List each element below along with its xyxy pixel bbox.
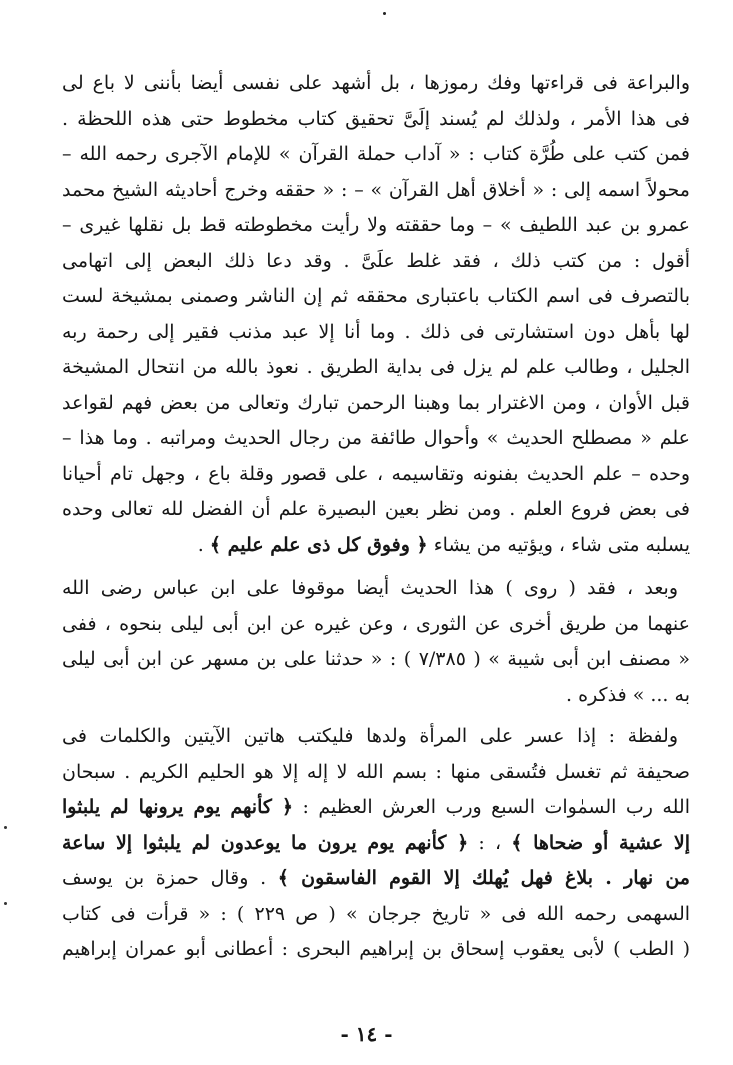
text-line: علم « مصطلح الحديث » وأحوال طائفة من رجال الحديث ومراتبه . وما هذا – [62, 427, 690, 449]
text-line: « مصنف ابن أبى شيبة » ( ٧/٣٨٥ ) : « حدثنا على بن مسهر عن ابن أبى ليلى [62, 648, 690, 670]
text-run: يسلبه متى شاء ، ويؤتيه من يشاء [427, 533, 690, 556]
text-line: فمن كتب على طُرَّة كتاب : « آداب حملة القرآن » للإمام الآجرى رحمه الله – [62, 143, 690, 165]
quran-verse: من نهار . بلاغ فهل يُهلك إلا القوم الفاسقون ﴾ [277, 867, 690, 889]
text-line: وحده – علم الحديث بفنونه وتقاسيمه ، على قصور وقلة باع ، وجهل تام أحيانا [62, 462, 690, 485]
text-line: لها بأهل دون استشارتى فى ذلك . وما أنا إلا عبد مذنب فقير إلى رحمة ربه [62, 320, 690, 343]
text-line-mixed [62, 861, 690, 897]
quran-verse: ﴿ كأنهم يوم يرون ما يوعدون لم يلبثوا إلا ساعة [62, 831, 469, 854]
text-line-mixed [62, 826, 690, 862]
text-line: به ... » فذكره . [566, 683, 690, 706]
text-line-mixed [62, 790, 690, 826]
text-line: فى هذا الأمر ، ولذلك لم يُسند إلَىَّ تحقيق كتاب مخطوط حتى هذه اللحظة . [62, 107, 690, 130]
paragraph-2 [62, 571, 690, 713]
text-line: ولفظة : إذا عسر على المرأة ولدها فليكتب هاتين الآيتين والكلمات فى [62, 725, 678, 747]
margin-mark [4, 826, 7, 829]
text-line: السهمى رحمه الله فى « تاريخ جرجان » ( ص ٢٢٩ ) : « قرأت فى كتاب [62, 902, 690, 925]
paragraph-3 [62, 719, 690, 968]
text-line: عنهما من طريق أخرى عن الثورى ، وعن غيره عن ابن أبى ليلى بنحوه ، ففى [62, 612, 690, 635]
text-line: عمرو بن عبد اللطيف » – وما حققته ولا رأيت مخطوطته قط بل نقلها غيرى – [62, 214, 690, 236]
text-line-final [62, 528, 690, 564]
text-line: الجليل ، وطالب علم لم يزل فى بداية الطريق . نعوذ بالله من انتحال المشيخة [62, 356, 690, 378]
page-body [62, 66, 690, 968]
text-line: بالتصرف فى اسم الكتاب باعتبارى محققه ثم إن الناشر وصمنى بمشيخة لست [62, 285, 690, 307]
text-line: وبعد ، فقد ( روى ) هذا الحديث أيضا موقوفا على ابن عباس رضى الله [62, 577, 678, 599]
margin-mark [4, 902, 7, 905]
text-line: محولاً اسمه إلى : « أخلاق أهل القرآن » – : « حققه وخرج أحاديثه الشيخ محمد [62, 178, 690, 201]
text-line: فى بعض فروع العلم . ومن نظر بعين البصيرة علم أن الفضل لله تعالى وحده [62, 498, 690, 520]
paragraph-1 [62, 66, 690, 563]
top-dot [383, 12, 386, 15]
text-run: . [197, 533, 210, 556]
text-run: . وقال حمزة بن يوسف [62, 867, 278, 889]
text-line: أقول : من كتب ذلك ، فقد غلط علَىَّ . وقد دعا ذلك البعض إلى اتهامى [62, 249, 690, 272]
text-line: ( الطب ) لأبى يعقوب إسحاق بن إبراهيم البحرى : أعطانى أبو عمران إبراهيم [62, 938, 690, 960]
text-line: قبل الأوان ، ومن الاغترار بما وهبنا الرحمن تبارك وتعالى من بعض فهم لقواعد [62, 391, 690, 414]
quran-verse: ﴿ كأنهم يوم يرونها لم يلبثوا [62, 796, 294, 818]
text-line: صحيفة ثم تغسل فتُسقى منها : بسم الله لا إله إلا هو الحليم الكريم . سبحان [62, 760, 690, 783]
page-number: - ١٤ - [340, 1022, 393, 1046]
text-line: والبراعة فى قراءتها وفك رموزها ، بل أشهد على نفسى أيضا بأننى لا باع لى [62, 72, 690, 94]
quran-verse: إلا عشية أو ضحاها ﴾ [511, 831, 690, 854]
text-run: الله رب السمٰوات السبع ورب العرش العظيم : [293, 796, 690, 818]
quran-verse: ﴿ وفوق كل ذى علم عليم ﴾ [209, 533, 428, 556]
text-run: ، : [468, 831, 512, 854]
